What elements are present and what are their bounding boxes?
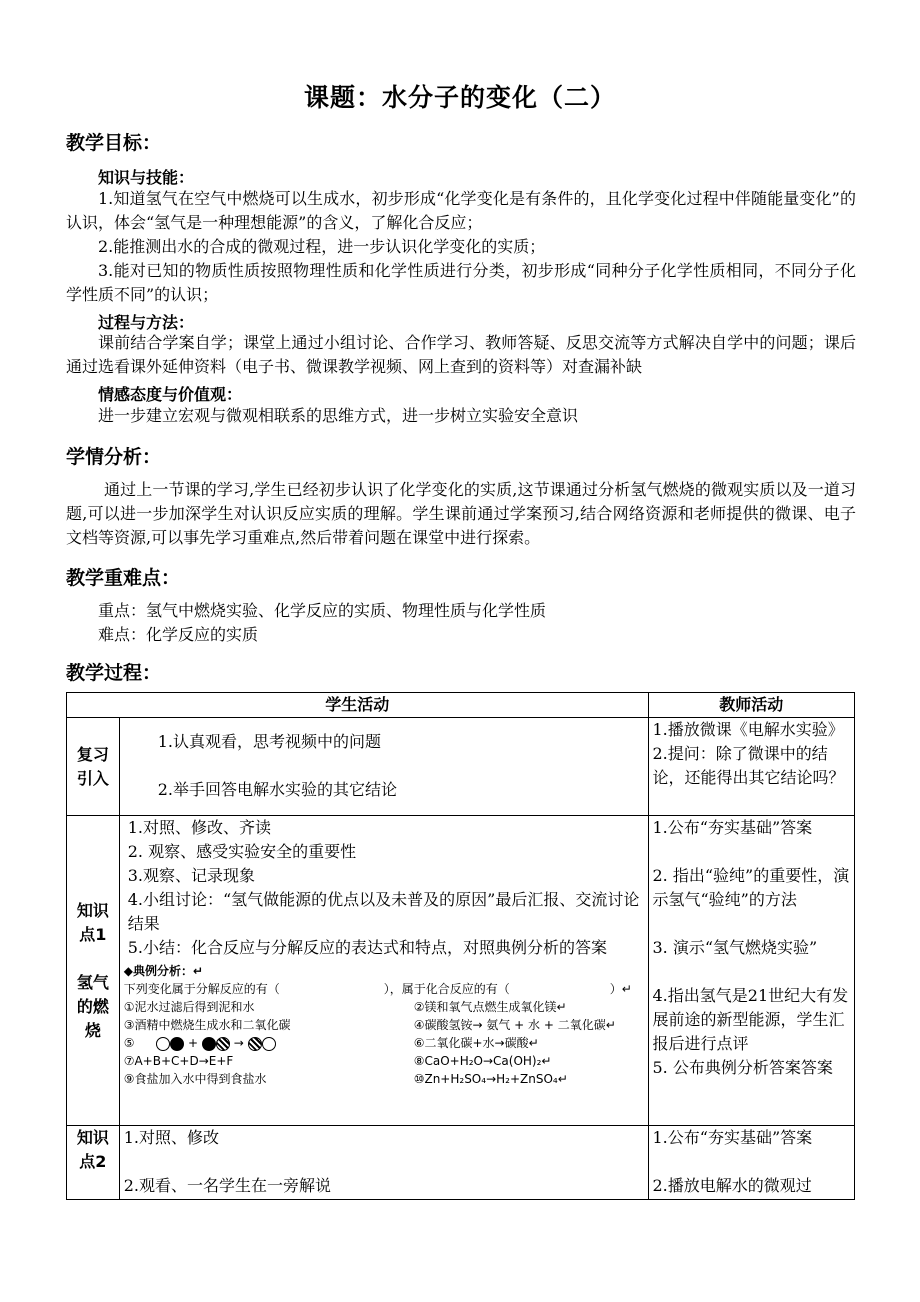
arrow-icon: →: [233, 1036, 244, 1050]
hatched-atom-icon: [216, 1037, 230, 1051]
black-atom-icon: [202, 1037, 216, 1051]
student-item: 2.观看、一名学生在一旁解说: [123, 1176, 331, 1195]
teacher-cell: [648, 816, 855, 1126]
row-label-text: 知识点1: [76, 900, 109, 944]
student-item: 1.对照、修改: [123, 1128, 219, 1147]
knowledge-item-3: 3.能对已知的物质性质按照物理性质和化学性质进行分类，初步形成“同种分子化学性质相同，不同分子化学性质不同”的认识；: [66, 261, 856, 304]
row-label-review: 复习引入: [67, 718, 120, 816]
teacher-item: 4.指出氢气是21世纪大有发展前途的新型能源，学生汇报后进行点评: [652, 986, 849, 1053]
process-text: 课前结合学案自学；课堂上通过小组讨论、合作学习、教师答疑、反思交流等方式解决自学中的问题；课后通过选看课外延伸资料（电子书、微课教学视频、网上查到的资料等）对查漏补缺: [66, 333, 856, 376]
student-item: 2.举手回答电解水实验的其它结论: [157, 780, 397, 799]
emotion-heading: 情感态度与价值观：: [98, 385, 243, 404]
example-item-row: [124, 998, 644, 1016]
row-label-knowledge-2: 知识点2: [67, 1126, 120, 1200]
table-header-row: [67, 693, 855, 718]
example-analysis: [124, 962, 644, 1088]
hatched-atom-icon: [248, 1037, 262, 1051]
teacher-item: 2.播放电解水的微观过: [652, 1176, 812, 1195]
row-sublabel-text: 氢气的燃烧: [76, 972, 109, 1040]
teacher-item: 2. 指出“验纯”的重要性，演示氢气“验纯”的方法: [652, 866, 850, 909]
student-item: 4.小组讨论：“氢气做能源的优点以及未普及的原因”最后汇报、交流讨论结果: [127, 890, 640, 933]
teacher-item: 1.公布“夯实基础”答案: [652, 818, 813, 837]
black-atom-icon: [170, 1037, 184, 1051]
teacher-cell: [648, 1126, 855, 1200]
knowledge-heading: 知识与技能：: [98, 168, 195, 187]
example-item: ④碳酸氢铵→ 氨气 + 水 + 二氧化碳↵: [413, 1018, 616, 1032]
teacher-cell: [648, 718, 855, 816]
example-item: ⑧CaO+H₂O→Ca(OH)₂↵: [413, 1054, 552, 1068]
question-mid: ），属于化合反应的有（: [383, 982, 510, 996]
teacher-activity-header: 教师活动: [648, 693, 855, 718]
white-atom-icon: [156, 1037, 170, 1051]
process-heading: 过程与方法：: [98, 313, 195, 332]
example-question: [124, 980, 644, 998]
difficult-point: 难点：化学反应的实质: [98, 625, 259, 644]
teacher-item: 1.公布“夯实基础”答案: [652, 1128, 813, 1147]
example-item-molecules: [124, 1034, 414, 1052]
emotion-text: 进一步建立宏观与微观相联系的思维方式，进一步树立实验安全意识: [98, 406, 579, 425]
example-item-row: [124, 1052, 644, 1070]
student-item: 5.小结：化合反应与分解反应的表达式和特点，对照典例分析的答案: [127, 938, 607, 957]
teaching-process-table: [66, 692, 855, 1200]
key-point: 重点：氢气中燃烧实验、化学反应的实质、物理性质与化学性质: [98, 601, 547, 620]
teacher-item: 1.播放微课《电解水实验》: [652, 720, 844, 739]
student-item: 1.认真观看，思考视频中的问题: [157, 732, 381, 751]
student-cell: [119, 1126, 648, 1200]
keypoints-heading: 教学重难点：: [66, 567, 181, 589]
plus-icon: +: [187, 1036, 199, 1050]
example-item: ⑥二氧化碳+水→碳酸↵: [413, 1036, 539, 1050]
student-item: 2. 观察、感受实验安全的重要性: [127, 842, 357, 861]
page-title: 课题：水分子的变化（二）: [303, 83, 616, 112]
example-item-row: [124, 1070, 644, 1088]
student-item: 3.观察、记录现象: [127, 866, 255, 885]
example-item: ⑨食盐加入水中得到食盐水: [123, 1072, 267, 1086]
student-item: 1.对照、修改、齐读: [127, 818, 271, 837]
example-heading: ◆典例分析：↵: [123, 964, 204, 978]
analysis-text: 通过上一节课的学习,学生已经初步认识了化学变化的实质,这节课通过分析氢气燃烧的微观实质以及一道习题,可以进一步加深学生对认识反应实质的理解。学生课前通过学案预习,结合网络资源和老师提供的微课、电子文档等资源,可以事先学习重难点,然后带着问题在课堂中进行探索。: [66, 480, 856, 547]
row-label-knowledge-1: [67, 816, 120, 1126]
knowledge-item-2: 2.能推测出水的合成的微观过程，进一步认识化学变化的实质；: [98, 237, 546, 256]
example-item: ③酒精中燃烧生成水和二氧化碳: [123, 1018, 291, 1032]
teacher-item: 2.提问：除了微课中的结论，还能得出其它结论吗？: [652, 744, 845, 787]
analysis-heading: 学情分析：: [66, 446, 162, 468]
table-row: [67, 718, 855, 816]
example-item: ⑦A+B+C+D→E+F: [123, 1054, 234, 1068]
objectives-heading: 教学目标：: [66, 132, 162, 154]
teacher-item: 5. 公布典例分析答案答案: [652, 1058, 833, 1077]
knowledge-item-1: 1.知道氢气在空气中燃烧可以生成水，初步形成“化学变化是有条件的，且化学变化过程中伴随能量变化”的认识，体会“氢气是一种理想能源”的含义，了解化合反应；: [66, 189, 856, 232]
student-cell: [119, 816, 648, 1126]
student-cell: [119, 718, 648, 816]
example-item-row: [124, 1034, 644, 1052]
student-activity-header: 学生活动: [67, 693, 649, 718]
question-left: 下列变化属于分解反应的有（: [123, 982, 280, 996]
white-atom-icon: [262, 1037, 276, 1051]
question-right: ）↵: [609, 982, 632, 996]
example-item-label: ⑤: [123, 1036, 135, 1050]
table-row: [67, 1126, 855, 1200]
example-item: ⑩Zn+H₂SO₄→H₂+ZnSO₄↵: [413, 1072, 568, 1086]
process-table-heading: 教学过程：: [66, 662, 162, 684]
table-row: [67, 816, 855, 1126]
teacher-item: 3. 演示“氢气燃烧实验”: [652, 938, 818, 957]
example-item: ②镁和氧气点燃生成氧化镁↵: [413, 1000, 567, 1014]
example-item-row: [124, 1016, 644, 1034]
example-item: ①泥水过滤后得到泥和水: [123, 1000, 255, 1014]
